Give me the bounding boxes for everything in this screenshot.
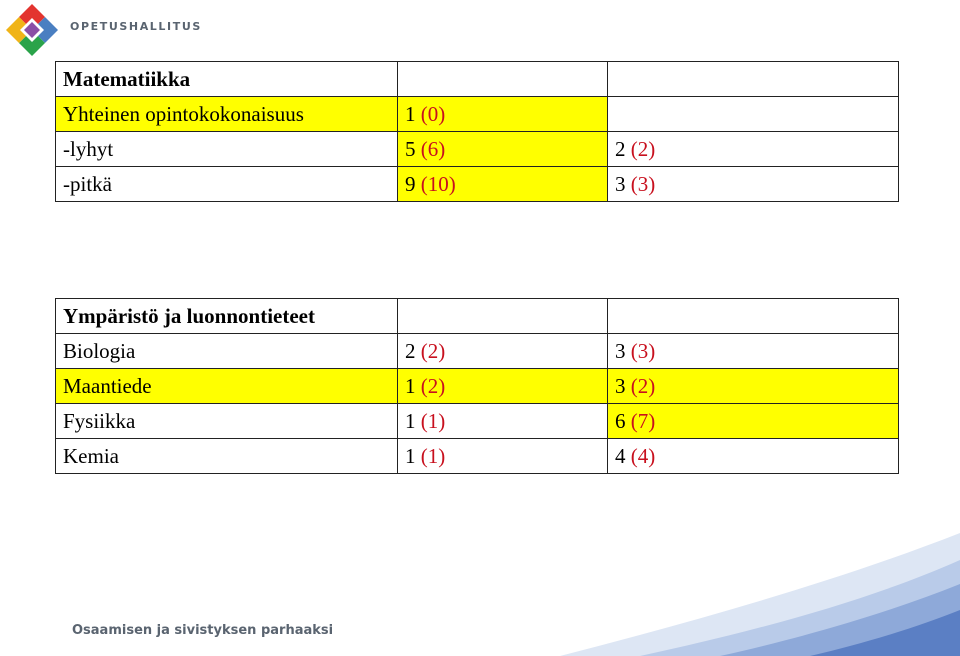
cell-paren-value: (1) (420, 444, 446, 468)
row-label: Kemia (56, 439, 398, 474)
table-row (56, 369, 899, 404)
cell-value: 3 (615, 172, 626, 196)
cell-value: 3 (615, 374, 626, 398)
table-cell (608, 62, 899, 97)
cell-paren-value: (2) (630, 137, 656, 161)
table-cell (608, 97, 899, 132)
table-row (56, 62, 899, 97)
table-cell (398, 299, 608, 334)
cell-value: 4 (615, 444, 626, 468)
table-row (56, 132, 899, 167)
cell-value: 1 (405, 374, 416, 398)
table-row (56, 404, 899, 439)
table-cell (608, 299, 899, 334)
row-label: -pitkä (56, 167, 398, 202)
cell-paren-value: (2) (420, 339, 446, 363)
table-cell (608, 369, 899, 404)
table-cell (398, 369, 608, 404)
table-cell (398, 132, 608, 167)
table-row (56, 439, 899, 474)
table-cell (398, 62, 608, 97)
table-row (56, 97, 899, 132)
row-label: Biologia (56, 334, 398, 369)
cell-value: 5 (405, 137, 416, 161)
table-row (56, 299, 899, 334)
table-row (56, 167, 899, 202)
table-row (56, 334, 899, 369)
cell-value: 9 (405, 172, 416, 196)
table-title: Matematiikka (56, 62, 398, 97)
cell-value: 6 (615, 409, 626, 433)
cell-value: 3 (615, 339, 626, 363)
cell-paren-value: (4) (630, 444, 656, 468)
table-cell (398, 404, 608, 439)
table-cell (398, 167, 608, 202)
cell-paren-value: (10) (420, 172, 456, 196)
row-label: Yhteinen opintokokonaisuus (56, 97, 398, 132)
cell-paren-value: (0) (420, 102, 446, 126)
cell-paren-value: (3) (630, 172, 656, 196)
environment-science-table (55, 298, 899, 474)
table-cell (398, 334, 608, 369)
row-label: Maantiede (56, 369, 398, 404)
table-title: Ympäristö ja luonnontieteet (56, 299, 398, 334)
cell-value: 2 (615, 137, 626, 161)
footer-slogan: Osaamisen ja sivistyksen parhaaksi (72, 623, 334, 638)
table-cell (608, 132, 899, 167)
cell-value: 2 (405, 339, 416, 363)
cell-paren-value: (2) (420, 374, 446, 398)
table-cell (608, 404, 899, 439)
cell-paren-value: (1) (420, 409, 446, 433)
cell-value: 1 (405, 444, 416, 468)
table-cell (608, 334, 899, 369)
math-table (55, 61, 899, 202)
cell-paren-value: (2) (630, 374, 656, 398)
row-label: -lyhyt (56, 132, 398, 167)
table-cell (608, 167, 899, 202)
cell-paren-value: (3) (630, 339, 656, 363)
table-cell (398, 439, 608, 474)
cell-paren-value: (7) (630, 409, 656, 433)
table-cell (398, 97, 608, 132)
cell-paren-value: (6) (420, 137, 446, 161)
cell-value: 1 (405, 102, 416, 126)
row-label: Fysiikka (56, 404, 398, 439)
brand-name: OPETUSHALLITUS (70, 20, 202, 33)
table-cell (608, 439, 899, 474)
cell-value: 1 (405, 409, 416, 433)
